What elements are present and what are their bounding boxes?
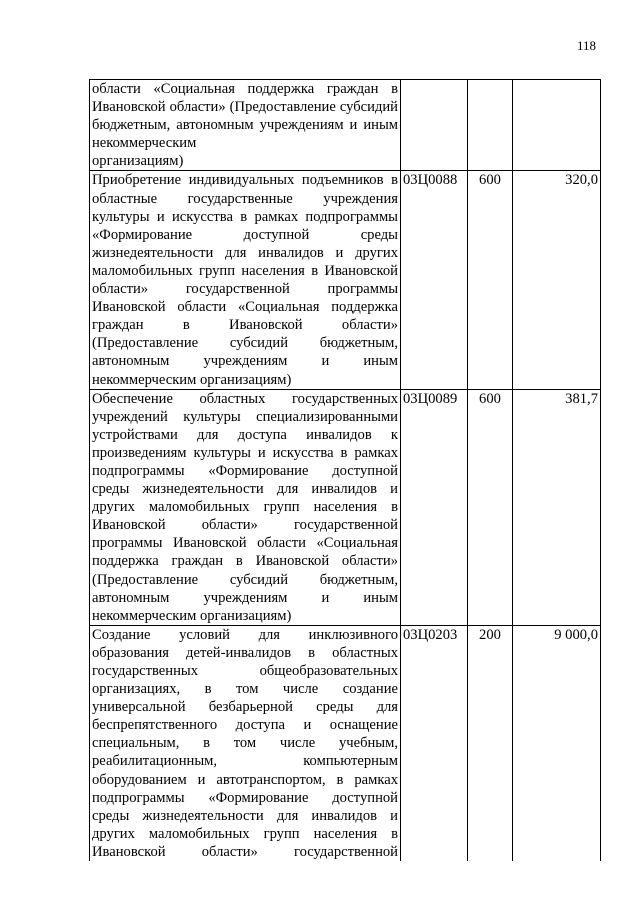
row-code: 03Ц0203 [401, 625, 468, 861]
row-expense-type [468, 80, 513, 171]
budget-table [89, 79, 601, 861]
row-expense-type: 600 [468, 389, 513, 625]
table-row [90, 80, 601, 171]
row-expense-type: 200 [468, 625, 513, 861]
table-row [90, 625, 601, 861]
row-expense-type: 600 [468, 171, 513, 389]
row-amount [513, 80, 601, 171]
table-row [90, 389, 601, 625]
row-description: области «Социальная поддержка граждан в Ивановской области» (Предоставление субсидий бюджетным, автономным учреждениям и иным некоммерческим организациям) [90, 80, 401, 171]
row-amount: 320,0 [513, 171, 601, 389]
row-description: Обеспечение областных государственных учреждений культуры специализированными устройствами для доступа инвалидов к произведениям культуры и искусства в рамках подпрограммы «Формирование доступной среды жизнедеятельности для инвалидов и других маломобильных групп населения в Ивановской области» государственной программы Ивановской области «Социальная поддержка граждан в Ивановской области» (Предоставление субсидий бюджетным, автономным учреждениям и иным некоммерческим организациям) [90, 389, 401, 625]
row-amount: 9 000,0 [513, 625, 601, 861]
table-row [90, 171, 601, 389]
row-description: Создание условий для инклюзивного образования детей-инвалидов в областных государственных общеобразовательных организациях, в том числе создание универсальной безбарьерной среды для беспрепятственного доступа и оснащение специальным, в том числе учебным, реабилитационным, компьютерным оборудованием и автотранспортом, в рамках подпрограммы «Формирование доступной среды жизнедеятельности для инвалидов и других маломобильных групп населения в Ивановской области» государственной [90, 625, 401, 861]
row-description: Приобретение индивидуальных подъемников в областные государственные учреждения культуры и искусства в рамках подпрограммы «Формирование доступной среды жизнедеятельности для инвалидов и других маломобильных групп населения в Ивановской области» государственной программы Ивановской области «Социальная поддержка граждан в Ивановской области» (Предоставление субсидий бюджетным, автономным учреждениям и иным некоммерческим организациям) [90, 171, 401, 389]
row-code: 03Ц0088 [401, 171, 468, 389]
row-code: 03Ц0089 [401, 389, 468, 625]
row-code [401, 80, 468, 171]
row-amount: 381,7 [513, 389, 601, 625]
page-number: 118 [576, 38, 596, 53]
